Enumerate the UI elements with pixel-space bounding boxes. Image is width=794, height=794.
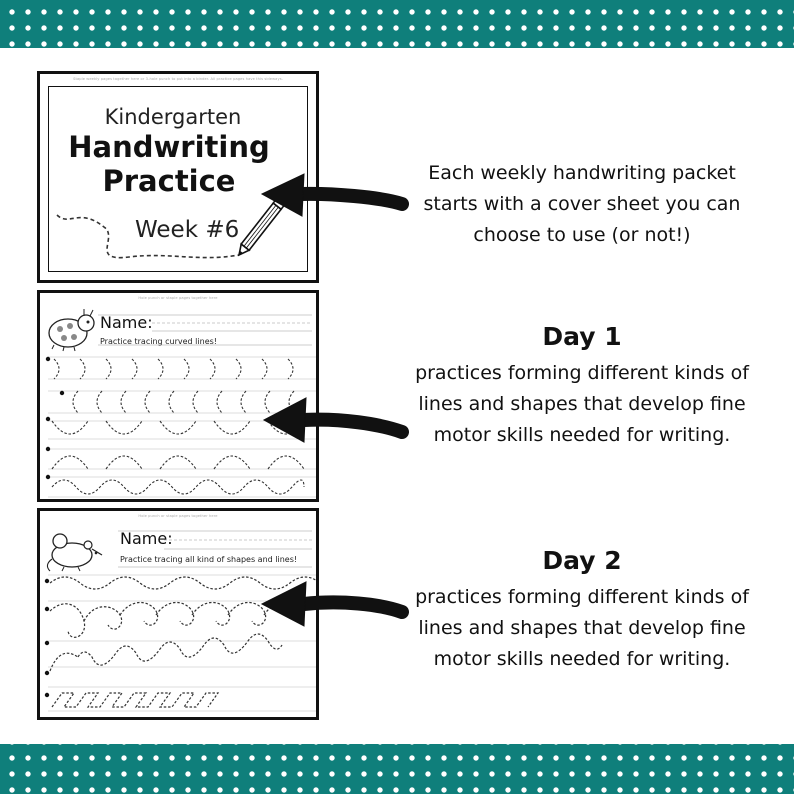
day2-hint-text: Hole punch or staple pages together here [138,514,218,518]
cover-handwriting-text: Handwriting [68,130,270,164]
arrow-icon [264,398,402,442]
day1-hint-text: Hole punch or staple pages together here [138,296,218,300]
day2-name-label: Name: [120,529,173,548]
cover-caption: Each weekly handwriting packet starts with a cover sheet you can choose to use (or not!) [423,162,741,246]
arrow-icon [262,174,402,216]
arrow-icon [262,582,402,626]
cover-practice-text: Practice [102,164,236,198]
day1-name-label: Name: [100,313,153,332]
cover-hint-text: Staple weekly pages together here or 3-hole punch to put into a binder. All practice pages have this sideways. [73,77,283,81]
cover-kindergarten-text: Kindergarten [104,105,242,129]
day2-caption: practices forming different kinds of lines and shapes that develop fine motor skills needed for writing. [415,586,749,670]
day2-heading: Day 2 [542,546,622,575]
day1-caption: practices forming different kinds of lines and shapes that develop fine motor skills needed for writing. [415,362,749,446]
day1-instruction: Practice tracing curved lines! [100,337,217,346]
day2-instruction: Practice tracing all kind of shapes and lines! [120,555,298,564]
day1-heading: Day 1 [542,322,622,351]
cover-week-text: Week #6 [135,217,240,243]
